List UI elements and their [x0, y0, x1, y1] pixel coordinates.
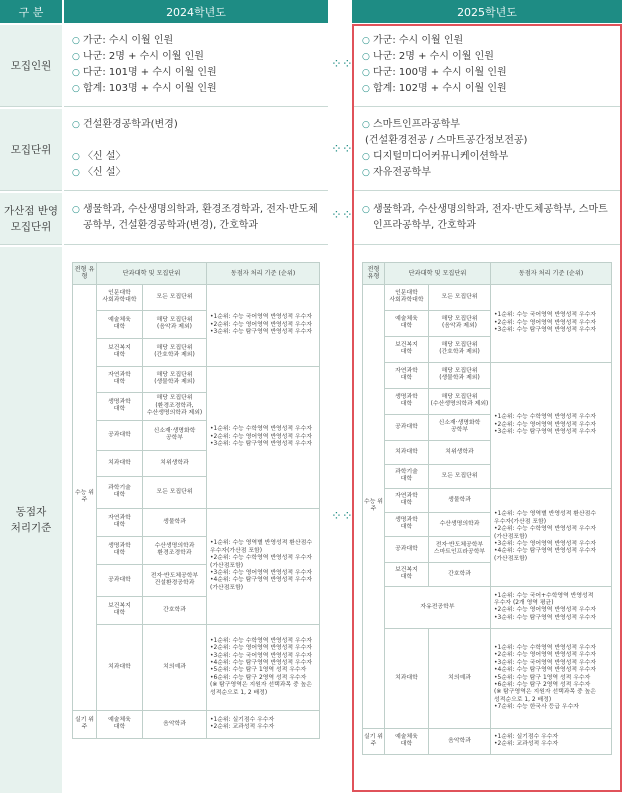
table-row: 수능 위주 인문대학 사회과학대학 모든 모집단위 •1순위: 수능 국어영역 반영성적 우수자 •2순위: 수능 영어영역 반영성적 우수자 •3순위: 수능 탐구영역 반영성적 우수자 — [73, 284, 320, 310]
quota-2024-item: ○ 다군: 101명 + 수시 이월 인원 — [72, 65, 320, 81]
type-practical: 실기 위주 — [73, 710, 97, 738]
table-row: 생명과학 대학 수산생명의학과 환경조경학과 — [73, 536, 320, 564]
bonus-2024-text: 생물학과, 수산생명의학과, 환경조경학과, 전자·반도체공학부, 건설환경공학과(변경), 간호학과 — [83, 204, 318, 231]
category-header: 구 분 — [0, 0, 62, 23]
unit-2025-item: ○ 스마트인프라공학부 — [362, 117, 612, 133]
bullet-icon: ○ — [72, 168, 80, 178]
unit-2025-item: ○ 자유전공학부 — [362, 165, 612, 181]
table-row: 생명과학 대학 수산생명의학과 — [363, 512, 612, 536]
table-row: 자유전공학부 •1순위: 수능 국어+수학영역 반영성적 우수자 (2개 영역 평균) •2순위: 수능 영어영역 반영성적 우수자 •3순위: 수능 탐구영역 반영성적 우수자 — [363, 586, 612, 628]
bonus-2025-text: 생물학과, 수산생명의학과, 전자·반도체공학부, 스마트인프라공학부, 간호학과 — [373, 204, 608, 231]
table-row: 공과대학 전자·반도체공학부 건설환경공학과 — [73, 564, 320, 596]
unit-2024 — [64, 109, 328, 191]
bullet-icon: ○ — [362, 36, 370, 46]
tie-table-2024-wrap — [72, 262, 320, 739]
bullet-icon: ○ — [72, 84, 80, 94]
arrow-icon: ⁘⁘ — [331, 208, 353, 223]
unit-2025 — [354, 109, 620, 191]
bullet-icon: ○ — [72, 152, 80, 162]
bullet-icon: ○ — [362, 84, 370, 94]
bonus-label-line2: 모집단위 — [10, 220, 52, 233]
category-column — [0, 0, 62, 793]
table-row: 치과대학 치의예과 •1순위: 수능 수학영역 반영성적 우수자 •2순위: 수능 영어영역 반영성적 우수자 •3순위: 수능 국어영역 반영성적 우수자 •4순위: 수능 탐구영역 반영성적 우수자 •5순위: 수능 탐구 1영역 성적 우수자 •6순위: 수능 탐구 2영역 성적 우수자 (※ 탐구영역은 지원자 선택과목 중 높은 성적순으로 1, 2 배정) — [73, 624, 320, 710]
bullet-icon: ○ — [362, 205, 370, 215]
table-row: 수능 위주 인문대학 사회과학대학 모든 모집단위 •1순위: 수능 국어영역 반영성적 우수자 •2순위: 수능 영어영역 반영성적 우수자 •3순위: 수능 탐구영역 반영성적 우수자 — [363, 284, 612, 310]
table-row: 자연과학 대학 해당 모집단위 (생물학과 제외) •1순위: 수능 수학영역 반영성적 우수자 •2순위: 수능 영어영역 반영성적 우수자 •3순위: 수능 탐구영역 반영성적 우수자 — [73, 366, 320, 392]
table-row: 보건복지 대학 간호학과 — [73, 596, 320, 624]
table-row: 치과대학 치위생학과 — [73, 450, 320, 476]
unit-2024-item: ○ 건설환경공학과(변경) — [72, 117, 320, 133]
unit-2024-item: ○ 〈신 설〉 — [72, 149, 320, 165]
tie-label — [0, 247, 62, 793]
table-row: 과학기술 대학 모든 모집단위 — [73, 476, 320, 508]
year-2024-column — [64, 0, 328, 793]
quota-2024-item: ○ 합계: 103명 + 수시 이월 인원 — [72, 81, 320, 97]
table-row: 자연과학 대학 해당 모집단위 (생물학과 제외) •1순위: 수능 수학영역 반영성적 우수자 •2순위: 수능 영어영역 반영성적 우수자 •3순위: 수능 탐구영역 반영성적 우수자 — [363, 362, 612, 388]
bonus-2025 — [354, 193, 620, 245]
quota-label: 모집인원 — [0, 25, 62, 107]
unit-2025-item: ○ 디지털미디어커뮤니케이션학부 — [362, 149, 612, 165]
table-header-row — [363, 263, 612, 285]
bullet-icon: ○ — [72, 68, 80, 78]
bullet-icon: ○ — [362, 168, 370, 178]
th-unit: 단과대학 및 모집단위 — [97, 263, 207, 285]
th-criteria: 동점자 처리 기준 (순위) — [207, 263, 320, 285]
quota-2024-item: ○ 가군: 수시 이월 인원 — [72, 33, 320, 49]
unit-2024-item: ○ 〈신 설〉 — [72, 165, 320, 181]
bullet-icon: ○ — [72, 120, 80, 130]
bullet-icon: ○ — [72, 205, 80, 215]
year-2025-header: 2025학년도 — [352, 0, 622, 23]
table-row: 치과대학 치위생학과 — [363, 440, 612, 464]
th-unit: 단과대학 및 모집단위 — [385, 263, 491, 285]
year-2025-column — [352, 0, 622, 793]
bullet-icon: ○ — [362, 120, 370, 130]
th-type: 전형 유형 — [363, 263, 385, 285]
bonus-2024 — [64, 193, 328, 245]
tie-table-2025 — [362, 262, 612, 755]
table-row: 과학기술 대학 모든 모집단위 — [363, 464, 612, 488]
unit-2025-subitem: (건설환경전공 / 스마트공간정보전공) — [365, 135, 528, 146]
unit-label: 모집단위 — [0, 109, 62, 191]
th-type: 전형 유형 — [73, 263, 97, 285]
arrow-icon: ⁘⁘ — [331, 509, 353, 524]
table-row: 자연과학 대학 생물학과 •1순위: 수능 영역별 반영성적 환산점수 우수자(가산점 포함) •2순위: 수능 수학영역 반영성적 우수자 (가산점포함) •3순위: 수능 영어영역 반영성적 우수자 •4순위: 수능 탐구영역 반영성적 우수자 (가산점포함) — [73, 508, 320, 536]
table-row: 공과대학 신소재·생명화학 공학부 — [73, 420, 320, 450]
type-practical: 실기 위주 — [363, 728, 385, 754]
tie-label-line1: 동점자 — [15, 506, 47, 518]
table-row: 공과대학 신소재·생명화학 공학부 — [363, 414, 612, 440]
table-row: 실기 위주 예술체육 대학 음악학과 •1순위: 실기점수 우수자 •2순위: 교과성적 우수자 — [363, 728, 612, 754]
tie-label-line2: 처리기준 — [10, 522, 52, 534]
th-criteria: 동점자 처리 기준 (순위) — [491, 263, 612, 285]
bullet-icon: ○ — [362, 52, 370, 62]
quota-2025-item: ○ 다군: 100명 + 수시 이월 인원 — [362, 65, 612, 81]
table-row: 치과대학 치의예과 •1순위: 수능 수학영역 반영성적 우수자 •2순위: 수능 영어영역 반영성적 우수자 •3순위: 수능 국어영역 반영성적 우수자 •4순위: 수능 탐구영역 반영성적 우수자 •5순위: 수능 탐구 1영역 성적 우수자 •6순위: 수능 탐구 2영역 성적 우수자 (※ 탐구영역은 지원자 선택과목 중 높은 성적순으로 1, 2 배정) •7순위: 수능 한국사 등급 우수자 — [363, 628, 612, 728]
quota-2025-item: ○ 합계: 102명 + 수시 이월 인원 — [362, 81, 612, 97]
table-row: 자연과학 대학 생물학과 •1순위: 수능 영역별 반영성적 환산점수 우수자(가산점 포함) •2순위: 수능 수학영역 반영성적 우수자 (가산점포함) •3순위: 수능 영어영역 반영성적 우수자 •4순위: 수능 탐구영역 반영성적 우수자 (가산점포함) — [363, 488, 612, 512]
type-suneung: 수능 위주 — [363, 284, 385, 728]
table-row: 생명과학 대학 해당 모집단위 (환경조경학과, 수산생명의학과 제외) — [73, 392, 320, 420]
tie-table-2025-wrap — [362, 262, 612, 755]
tie-table-2024 — [72, 262, 320, 739]
table-row: 실기 위주 예술체육 대학 음악학과 •1순위: 실기점수 우수자 •2순위: 교과성적 우수자 — [73, 710, 320, 738]
table-row: 보건복지 대학 간호학과 — [363, 562, 612, 586]
type-suneung: 수능 위주 — [73, 284, 97, 710]
bullet-icon: ○ — [362, 68, 370, 78]
table-row: 생명과학 대학 해당 모집단위 (수산생명의학과 제외) — [363, 388, 612, 414]
table-row: 공과대학 전자·반도체공학부 스마트인프라공학부 — [363, 536, 612, 562]
quota-2025 — [354, 25, 620, 107]
quota-2025-item: ○ 가군: 수시 이월 인원 — [362, 33, 612, 49]
table-row: 보건복지 대학 해당 모집단위 (간호학과 제외) — [73, 338, 320, 366]
bullet-icon: ○ — [72, 36, 80, 46]
quota-2024-item: ○ 나군: 2명 + 수시 이월 인원 — [72, 49, 320, 65]
table-header-row — [73, 263, 320, 285]
bonus-label — [0, 193, 62, 245]
bullet-icon: ○ — [362, 152, 370, 162]
bullet-icon: ○ — [72, 52, 80, 62]
arrow-icon: ⁘⁘ — [331, 57, 353, 72]
quota-2025-item: ○ 나군: 2명 + 수시 이월 인원 — [362, 49, 612, 65]
table-row: 예술체육 대학 해당 모집단위 (음악과 제외) — [73, 310, 320, 338]
year-2024-header: 2024학년도 — [64, 0, 328, 23]
table-row: 예술체육 대학 해당 모집단위 (음악과 제외) — [363, 310, 612, 336]
quota-2024 — [64, 25, 328, 107]
bonus-label-line1: 가산점 반영 — [3, 204, 59, 217]
arrow-icon: ⁘⁘ — [331, 142, 353, 157]
unit-2024-blank — [72, 133, 320, 149]
table-row: 보건복지 대학 해당 모집단위 (간호학과 제외) — [363, 336, 612, 362]
